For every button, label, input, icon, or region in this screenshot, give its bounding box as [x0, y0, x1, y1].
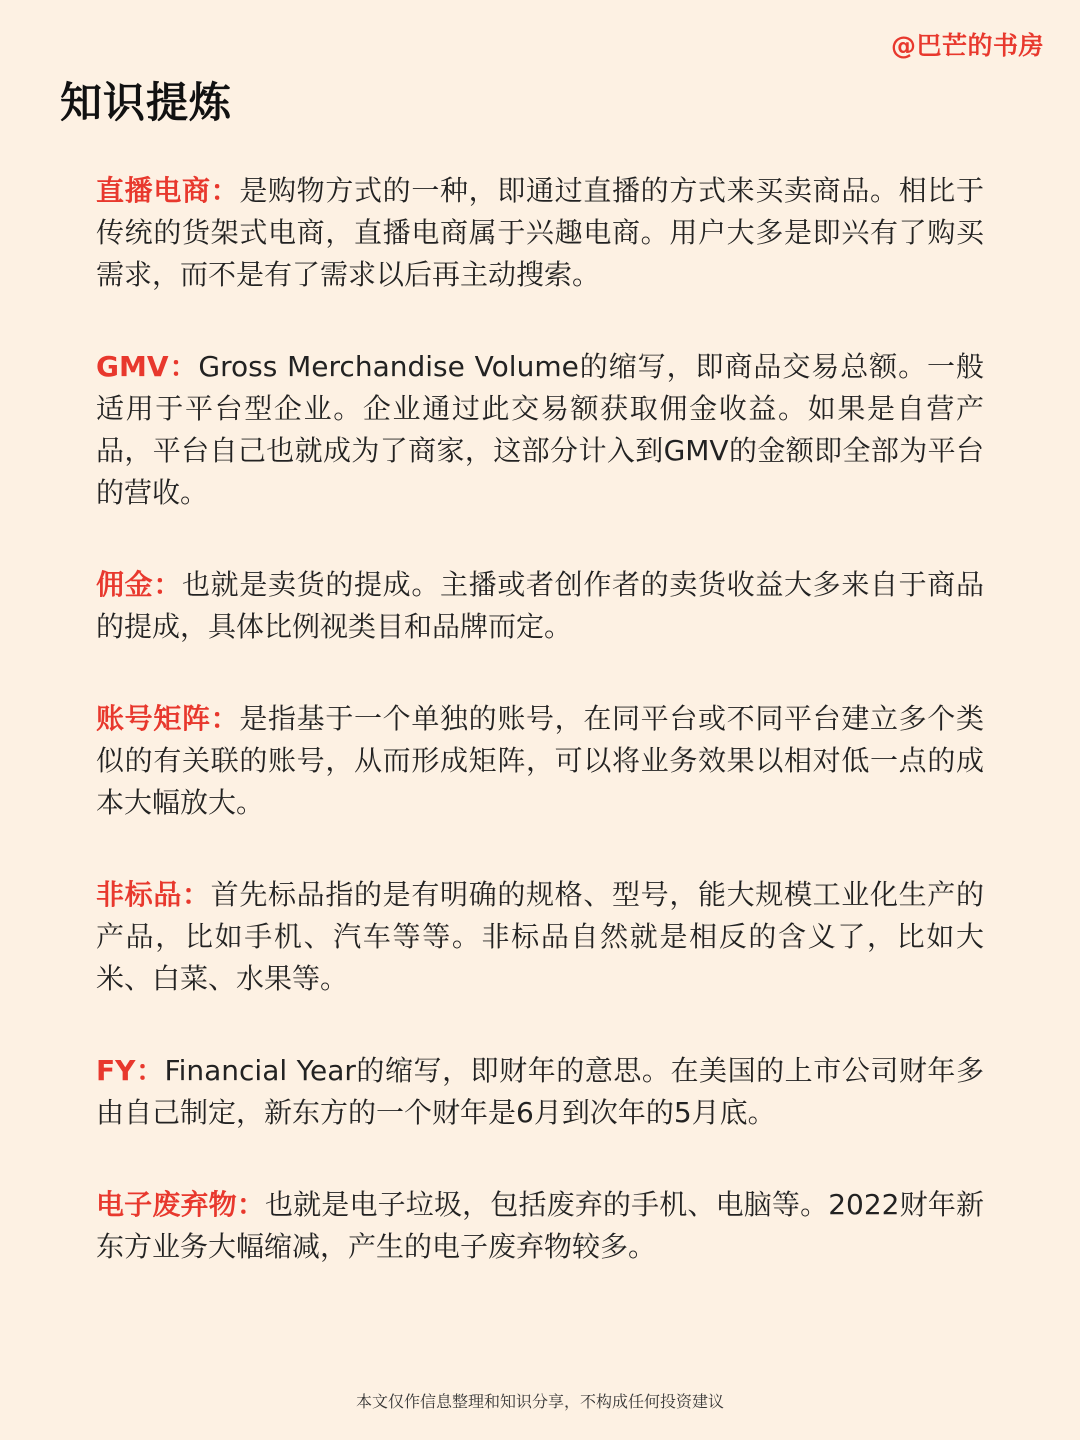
page-title: 知识提炼 [60, 78, 233, 127]
definition-commission: 也就是卖货的提成。主播或者创作者的卖货收益大多来自于商品的提成，具体比例视类目和品牌而定。 [96, 568, 984, 643]
term-commission: 佣金 [96, 568, 154, 601]
glossary-entry-commission [96, 564, 984, 648]
definition-non-standard-goods: 首先标品指的是有明确的规格、型号，能大规模工业化生产的产品，比如手机、汽车等等。非标品自然就是相反的含义了，比如大米、白菜、水果等。 [96, 878, 984, 995]
definition-fy: Financial Year的缩写，即财年的意思。在美国的上市公司财年多由自己制定，新东方的一个财年是6月到次年的5月底。 [96, 1054, 984, 1129]
term-e-waste: 电子废弃物 [96, 1188, 237, 1221]
definition-live-commerce: 是购物方式的一种，即通过直播的方式来买卖商品。相比于传统的货架式电商，直播电商属于兴趣电商。用户大多是即兴有了购买需求，而不是有了需求以后再主动搜索。 [96, 174, 984, 291]
term-live-commerce: 直播电商 [96, 174, 211, 207]
disclaimer-footer: 本文仅作信息整理和知识分享，不构成任何投资建议 [355, 1392, 724, 1411]
term-fy: FY [96, 1054, 136, 1087]
term-separator: ： [210, 174, 240, 207]
term-account-matrix: 账号矩阵 [96, 702, 211, 735]
term-non-standard-goods: 非标品 [96, 878, 182, 911]
term-separator: ： [210, 702, 240, 735]
term-separator: ： [236, 1188, 265, 1221]
glossary-entry-account-matrix [96, 698, 984, 824]
term-separator: ： [135, 1054, 165, 1087]
term-separator: ： [168, 350, 199, 383]
glossary-entry-non-standard-goods [96, 874, 984, 1000]
definition-e-waste: 也就是电子垃圾，包括废弃的手机、电脑等。2022财年新东方业务大幅缩减，产生的电子废弃物较多。 [96, 1188, 984, 1263]
glossary-entry-e-waste [96, 1184, 984, 1268]
definition-account-matrix: 是指基于一个单独的账号，在同平台或不同平台建立多个类似的有关联的账号，从而形成矩阵，可以将业务效果以相对低一点的成本大幅放大。 [96, 702, 984, 819]
term-separator: ： [182, 878, 211, 911]
term-separator: ： [153, 568, 183, 601]
glossary-entry-live-commerce [96, 170, 984, 296]
definition-gmv: Gross Merchandise Volume的缩写，即商品交易总额。一般适用于平台型企业。企业通过此交易额获取佣金收益。如果是自营产品，平台自己也就成为了商家，这部分计入到GMV的金额即全部为平台的营收。 [96, 350, 984, 509]
glossary-entry-gmv [96, 346, 984, 514]
glossary-list [96, 170, 984, 1268]
watermark: @巴芒的书房 [890, 31, 1044, 60]
glossary-entry-fy [96, 1050, 984, 1134]
term-gmv: GMV [96, 350, 169, 383]
